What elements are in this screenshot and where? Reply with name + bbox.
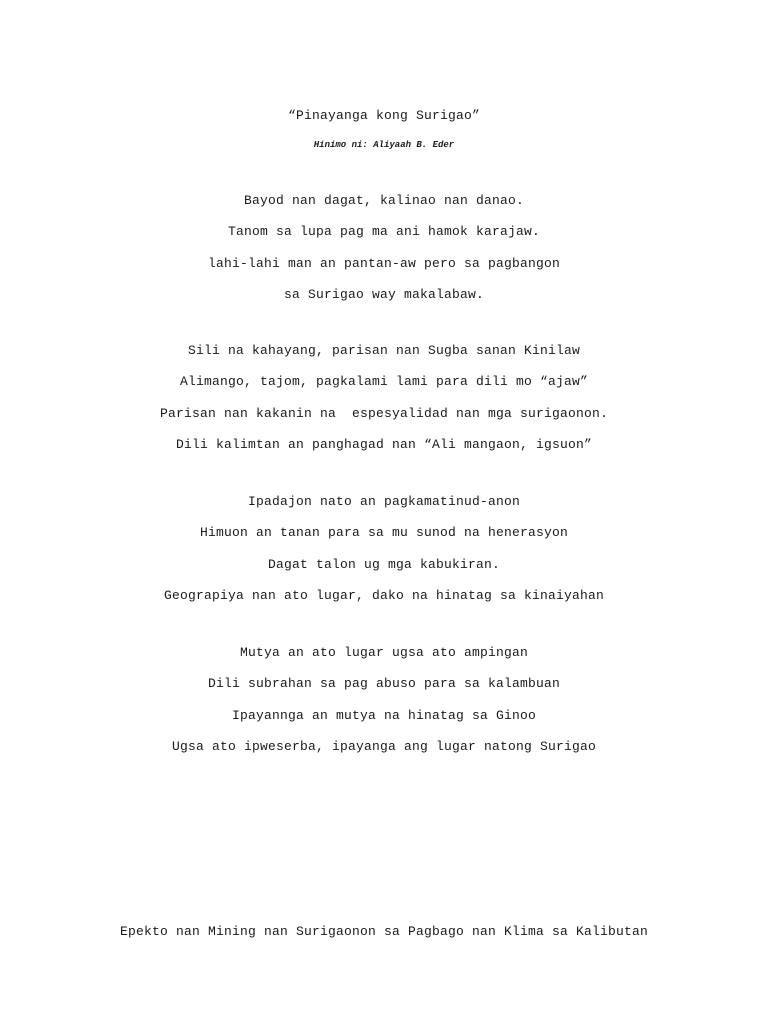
poem-line: Bayod nan dagat, kalinao nan danao. bbox=[243, 193, 525, 208]
stanza-1 bbox=[0, 193, 768, 318]
poem-byline: Hinimo ni: Aliyaah B. Eder bbox=[313, 140, 455, 150]
poem-line: Sili na kahayang, parisan nan Sugba sanan Kinilaw bbox=[187, 343, 581, 358]
poem-line: Ugsa ato ipweserba, ipayanga ang lugar natong Surigao bbox=[171, 738, 597, 754]
next-section-title: Epekto nan Mining nan Surigaonon sa Pagbago nan Klima sa Kalibutan bbox=[119, 924, 649, 939]
poem-title: “Pinayanga kong Surigao” bbox=[287, 108, 481, 123]
poem-line: Tanom sa lupa pag ma ani hamok karajaw. bbox=[227, 224, 541, 240]
stanza-4 bbox=[0, 645, 768, 770]
stanza-2 bbox=[0, 343, 768, 468]
poem-line: sa Surigao way makalabaw. bbox=[283, 286, 485, 302]
poem-line: Dili kalimtan an panghagad nan “Ali mangaon, igsuon” bbox=[175, 436, 593, 452]
poem-line: Dili subrahan sa pag abuso para sa kalambuan bbox=[207, 676, 561, 692]
poem-line: Himuon an tanan para sa mu sunod na henerasyon bbox=[199, 525, 569, 541]
poem-line: Geograpiya nan ato lugar, dako na hinatag sa kinaiyahan bbox=[163, 587, 605, 603]
poem-line: lahi-lahi man an pantan-aw pero sa pagbangon bbox=[207, 255, 561, 271]
poem-line: Mutya an ato lugar ugsa ato ampingan bbox=[239, 645, 529, 660]
poem-line: Ipayannga an mutya na hinatag sa Ginoo bbox=[231, 707, 537, 723]
poem-line: Dagat talon ug mga kabukiran. bbox=[267, 556, 501, 572]
poem-line: Ipadajon nato an pagkamatinud-anon bbox=[247, 494, 521, 509]
stanza-3 bbox=[0, 494, 768, 619]
poem-line: Parisan nan kakanin na espesyalidad nan mga surigaonon. bbox=[159, 405, 609, 421]
poem-line: Alimango, tajom, pagkalami lami para dili mo “ajaw” bbox=[179, 374, 589, 390]
